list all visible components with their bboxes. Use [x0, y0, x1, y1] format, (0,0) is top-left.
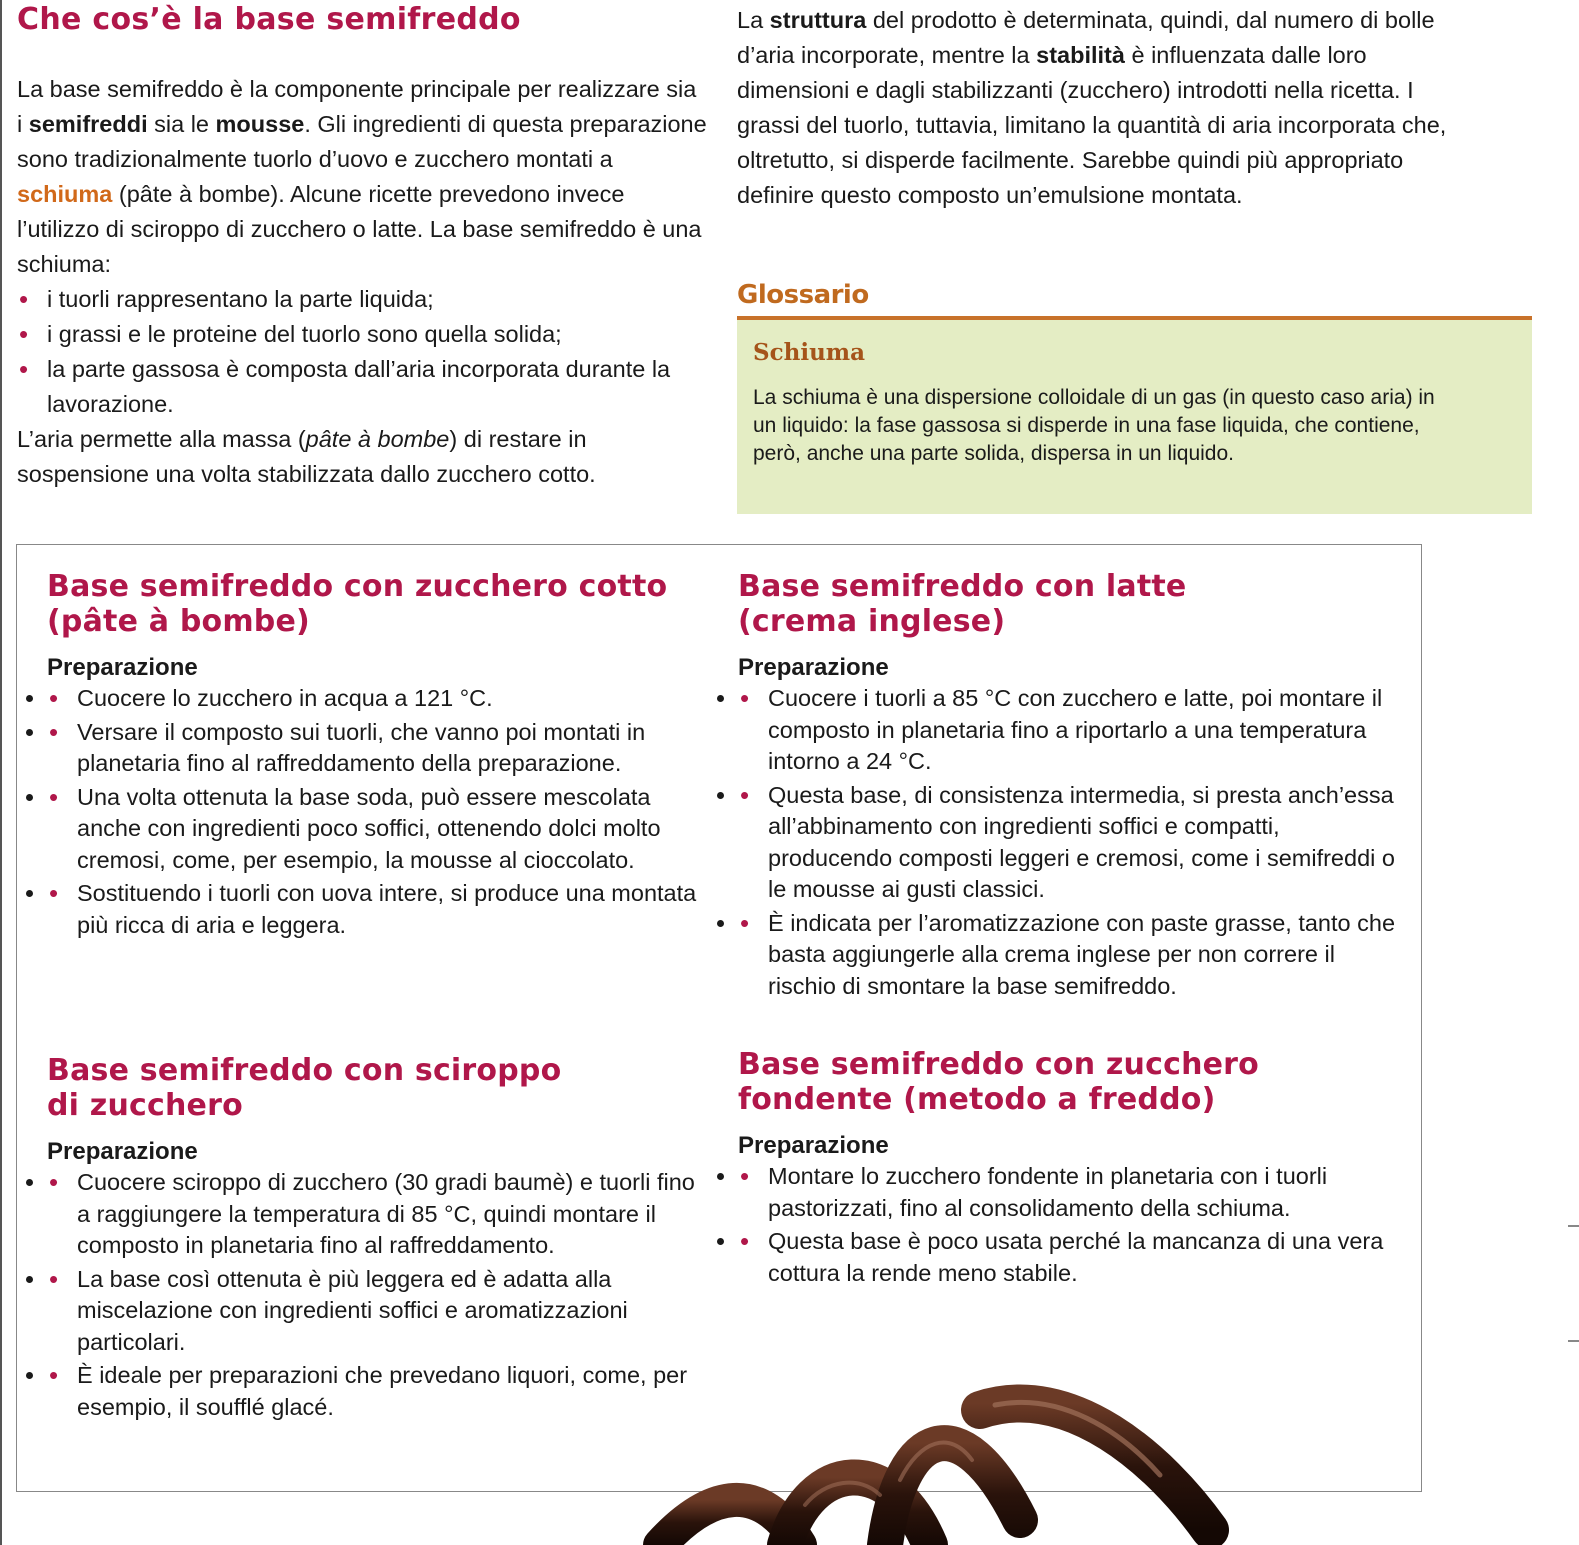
bold-term: stabilità — [1036, 42, 1125, 68]
recipe-card — [738, 569, 1408, 1004]
intro-paragraph — [17, 72, 707, 282]
recipe-title-line: (crema inglese) — [738, 604, 1006, 639]
recipe-step: • • Questa base, di consistenza intermedia, si presta anch’essa all’abbinamento con ingredienti soffici e compatti, producendo composti leggeri e cremosi, come i semifreddi o le mousse ai gusti classici. — [738, 780, 1408, 906]
glossary-heading: Glossario — [737, 280, 869, 310]
recipes-box — [16, 544, 1422, 1492]
bold-term: struttura — [769, 7, 867, 33]
recipe-step: • • Una volta ottenuta la base soda, può essere mescolata anche con ingredienti poco soffici, ottenendo dolci molto cremosi, come, per esempio, la mousse al cioccolato. — [47, 782, 707, 877]
text-run: L’aria permette alla massa ( — [17, 426, 306, 452]
text-run: è influenzata dalle loro dimensioni e dagli stabilizzanti (zucchero) introdotti nella ricetta. I grassi del tuorlo, tuttavia, limitano la quantità di aria incorporata che, oltretutto, si disperde facilmente. Sarebbe quindi più appropriato definire questo composto un’emulsione montata. — [737, 42, 1447, 208]
recipe-title — [47, 569, 707, 639]
glossary-definition: La schiuma è una dispersione colloidale di un gas (in questo caso aria) in un liquido: la fase gassosa si disperde in una fase liquida, che contiene, però, anche una parte solida, dispersa in un liquido. — [753, 386, 1435, 465]
italic-term: pâte à bombe — [305, 426, 450, 452]
text-run: La — [737, 7, 770, 33]
intro-section — [17, 0, 707, 492]
glossary-term: Schiuma — [753, 339, 866, 366]
list-item: • i grassi e le proteine del tuorlo sono quella solida; — [17, 317, 707, 352]
recipe-title-line: fondente (metodo a freddo) — [738, 1082, 1216, 1117]
intro-bullet-list — [17, 282, 707, 422]
recipe-steps — [738, 1161, 1408, 1289]
recipe-steps — [47, 683, 707, 941]
recipe-card — [738, 1047, 1408, 1291]
recipe-step: • • Cuocere sciroppo di zucchero (30 gradi baumè) e tuorli fino a raggiungere la temperatura di 85 °C, quindi montare il composto in planetaria fino al raffreddamento. — [47, 1167, 707, 1262]
preparation-label: Preparazione — [738, 1132, 889, 1159]
recipe-step: • • Cuocere lo zucchero in acqua a 121 °C. — [47, 683, 707, 715]
glossary-box — [737, 316, 1532, 514]
recipe-step: • • È indicata per l’aromatizzazione con paste grasse, tanto che basta aggiungerle alla crema inglese per non correre il rischio di smontare la base semifreddo. — [738, 908, 1408, 1003]
recipe-step: • • Questa base è poco usata perché la mancanza di una vera cottura la rende meno stabile. — [738, 1226, 1408, 1289]
text-run: . Gli ingredienti di questa preparazione sono tradizionalmente tuorlo d’uovo e zucchero montati a — [17, 111, 707, 172]
recipe-title-line: di zucchero — [47, 1088, 243, 1123]
recipe-title-line: (pâte à bombe) — [47, 604, 310, 639]
recipe-title — [47, 1053, 707, 1123]
recipe-step: • • È ideale per preparazioni che prevedano liquori, come, per esempio, il soufflé glacé. — [47, 1360, 707, 1423]
text-run: ) di restare in sospensione una volta stabilizzata dallo zucchero cotto. — [17, 426, 596, 487]
recipe-step: • • Versare il composto sui tuorli, che vanno poi montati in planetaria fino al raffreddamento della preparazione. — [47, 717, 707, 780]
recipe-title-line: Base semifreddo con zucchero — [738, 1047, 1259, 1082]
bold-term: semifreddi — [28, 111, 148, 137]
list-item: • i tuorli rappresentano la parte liquida; — [17, 282, 707, 317]
recipe-card — [47, 569, 707, 943]
text-run: sia le — [147, 111, 216, 137]
text-run: del prodotto è determinata, quindi, dal numero di bolle d’aria incorporate, mentre la — [737, 7, 1435, 68]
page-edge-mark — [1568, 1225, 1579, 1227]
recipe-step: • • Montare lo zucchero fondente in planetaria con i tuorli pastorizzati, fino al consolidamento della schiuma. — [738, 1161, 1408, 1224]
recipe-steps — [738, 683, 1408, 1002]
text-run: La base semifreddo è la componente principale per realizzare sia i — [17, 76, 697, 137]
text-run: (pâte à bombe). Alcune ricette prevedono invece l’utilizzo di sciroppo di zucchero o latte. La base semifreddo è una schiuma: — [17, 181, 702, 277]
intro-heading: Che cos’è la base semifreddo — [17, 2, 521, 37]
recipe-steps — [47, 1167, 707, 1423]
recipe-title — [738, 1047, 1408, 1117]
recipe-title-line: Base semifreddo con latte — [738, 569, 1187, 604]
recipe-card — [47, 1053, 707, 1425]
list-item: • la parte gassosa è composta dall’aria incorporata durante la lavorazione. — [17, 352, 707, 422]
recipe-title — [738, 569, 1408, 639]
recipe-step: • • La base così ottenuta è più leggera ed è adatta alla miscelazione con ingredienti soffici e aromatizzazioni particolari. — [47, 1264, 707, 1359]
glossary-term-link: schiuma — [17, 181, 113, 207]
recipe-title-line: Base semifreddo con sciroppo — [47, 1053, 562, 1088]
preparation-label: Preparazione — [47, 654, 198, 681]
intro-closing-paragraph — [17, 422, 707, 492]
recipe-step: • • Cuocere i tuorli a 85 °C con zucchero e latte, poi montare il composto in planetaria fino a riportarlo a una temperatura intorno a 24 °C. — [738, 683, 1408, 778]
recipe-title-line: Base semifreddo con zucchero cotto — [47, 569, 668, 604]
structure-paragraph — [737, 3, 1457, 213]
page-edge-mark — [1568, 1340, 1579, 1342]
preparation-label: Preparazione — [738, 654, 889, 681]
bold-term: mousse — [215, 111, 305, 137]
preparation-label: Preparazione — [47, 1138, 198, 1165]
recipe-step: • • Sostituendo i tuorli con uova intere, si produce una montata più ricca di aria e leggera. — [47, 878, 707, 941]
page-left-border — [0, 0, 2, 1545]
